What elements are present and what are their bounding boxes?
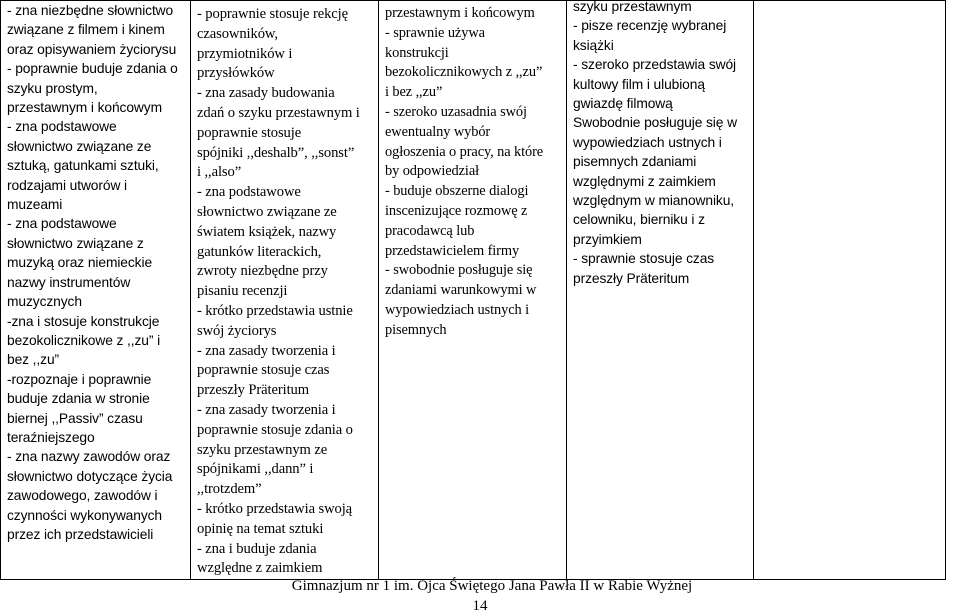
table-row <box>1 1 946 580</box>
cell-text: przestawnym i końcowym - sprawnie używa konstrukcji bezokolicznikowych z ,,zu” i bez ,,zu” - szeroko uzasadnia swój ewentualny wybór ogłoszenia o pracy, na które by odpowiedział - buduje obszerne dialogi inscenizujące rozmowę z pracodawcą lub przedstawicielem firmy - swobodnie posługuje się zdaniami warunkowymi w wypowiedziach ustnych i pisemnych <box>385 5 544 338</box>
table-cell-column-1 <box>1 1 191 580</box>
table-cell-column-3 <box>379 1 567 580</box>
cell-text: szyku przestawnym - pisze recenzję wybranej książki - szeroko przedstawia swój kultowy film i ulubioną gwiazdę filmową Swobodnie posługuje się w wypowiedziach ustnych i pisemnych zdaniami względnymi z zaimkiem względnym w mianowniku, celowniku, bierniku i z przyimkiem - sprawnie stosuje czas przeszły Präteritum <box>573 0 737 286</box>
page-footer: Gimnazjum nr 1 im. Ojca Świętego Jana Pawła II w Rabie Wyżnej <box>291 578 693 594</box>
table-cell-column-5 <box>754 1 946 580</box>
table-cell-column-2 <box>191 1 379 580</box>
cell-text: - poprawnie stosuje rekcję czasowników, przymiotników i przysłówków - zna zasady budowania zdań o szyku przestawnym i poprawnie stosuje spójniki ,,deshalb”, ,,sonst” i ,,also” - zna podstawowe słownictwo związane ze światem książek, nazwy gatunków literackich, zwroty niezbędne przy pisaniu recenzji - krótko przedstawia ustnie swój życiorys - zna zasady tworzenia i poprawnie stosuje czas przeszły Präteritum - zna zasady tworzenia i poprawnie stosuje zdania o szyku przestawnym ze spójnikami ,,dann” i ,,trotzdem” - krótko przedstawia swoją opinię na temat sztuki - zna i buduje zdania względne z zaimkiem <box>197 6 360 577</box>
cell-text: - zna niezbędne słownictwo związane z filmem i kinem oraz opisywaniem życiorysu - poprawnie buduje zdania o szyku prostym, przestawnym i końcowym - zna podstawowe słownictwo związane ze sztuką, gatunkami sztuki, rodzajami utworów i muzeami - zna podstawowe słownictwo związane z muzyką oraz niemieckie nazwy instrumentów muzycznych -zna i stosuje konstrukcje bezokolicznikowe z ,,zu” i bez ,,zu” -rozpoznaje i poprawnie buduje zdania w stronie biernej ,,Passiv” czasu teraźniejszego - zna nazwy zawodów oraz słownictwo dotyczące życia zawodowego, zawodów i czynności wykonywanych przez ich przedstawicieli <box>7 3 178 542</box>
page-number: 14 <box>472 598 488 614</box>
table-cell-column-4 <box>567 1 754 580</box>
